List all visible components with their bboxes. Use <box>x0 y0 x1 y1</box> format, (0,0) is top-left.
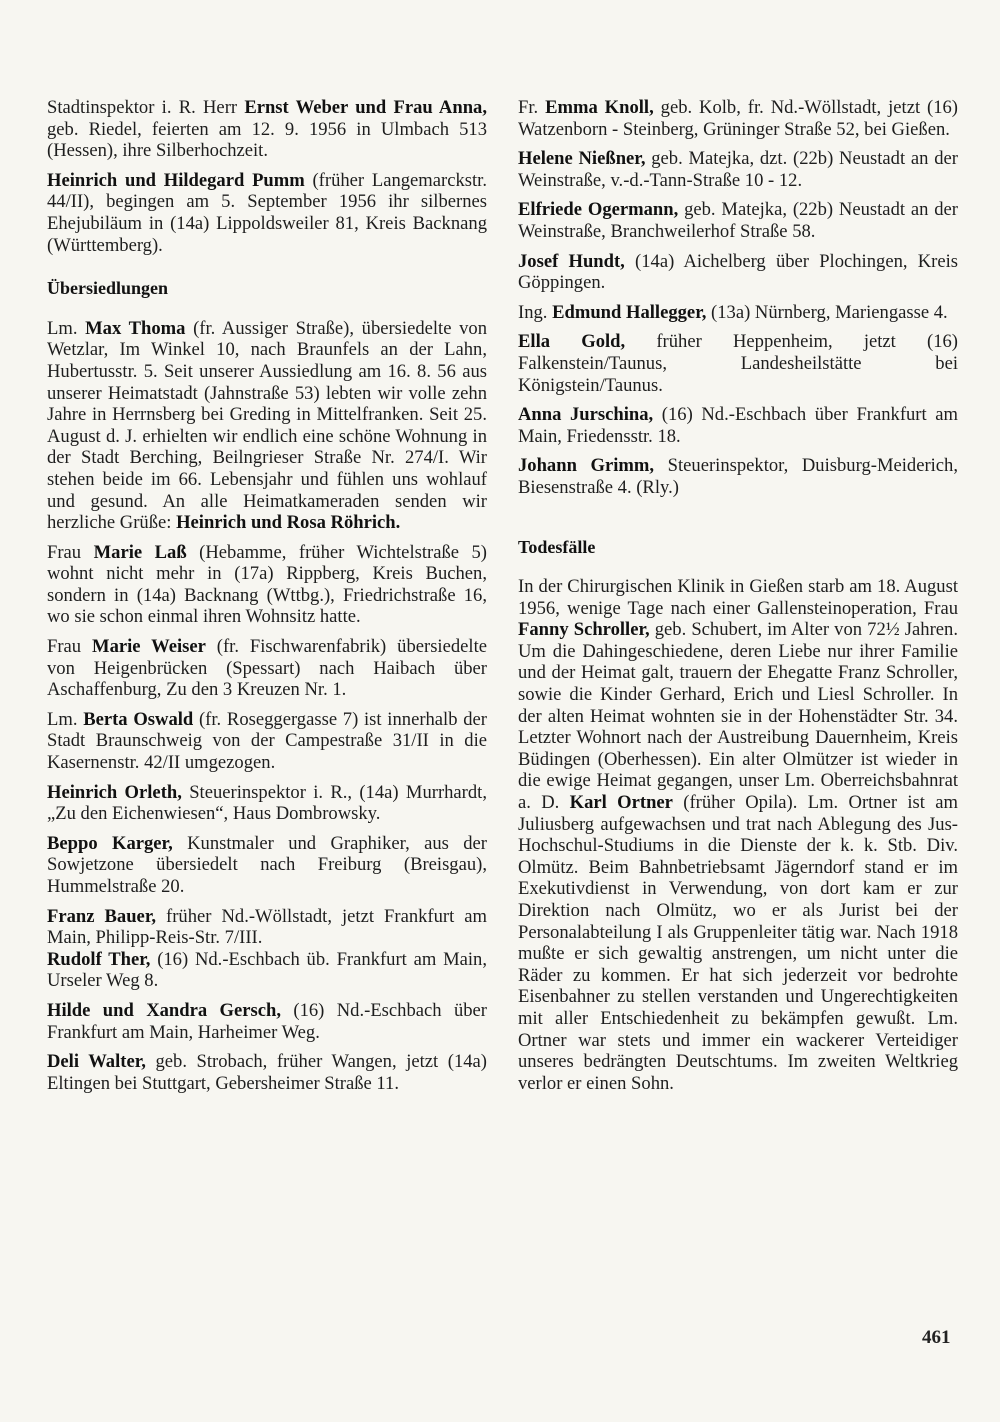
entry-text: geb. Kolb, fr. Nd.-Wöllstadt, jetzt (16) Watzenborn - Steinberg, Grüninger Straße 52, bei Gießen. <box>518 97 958 140</box>
notice-entry <box>47 782 487 825</box>
notice-entry <box>518 455 958 498</box>
notice-entry <box>518 302 958 324</box>
entry-text: früher Heppenheim, jetzt (16) Falkenstein/Taunus, Landesheilstätte bei Königstein/Taunus. <box>518 331 958 396</box>
person-name: Karl Ortner <box>569 792 673 814</box>
notice-entry <box>518 576 958 1094</box>
person-name: Josef Hundt, <box>518 250 625 272</box>
person-name: Heinrich Orleth, <box>47 781 182 803</box>
notice-entry <box>47 636 487 701</box>
entry-text: Kunstmaler und Graphiker, aus der Sowjetzone übersiedelt nach Freiburg (Breisgau), Hummelstraße 20. <box>47 832 487 897</box>
entry-text: Steuerinspektor, Duisburg-Meiderich, Biesenstraße 4. (Rly.) <box>518 455 958 498</box>
entry-text: geb. Strobach, früher Wangen, jetzt (14a) Eltingen bei Stuttgart, Gebersheimer Straße 11. <box>47 1051 487 1094</box>
right-column <box>518 97 958 1102</box>
notice-entry <box>518 199 958 242</box>
person-name: Marie Laß <box>93 541 187 563</box>
entry-text: geb. Riedel, feierten am 12. 9. 1956 in Ulmbach 513 (Hessen), ihre Silberhochzeit. <box>47 118 487 162</box>
person-name: Beppo Karger, <box>47 832 173 854</box>
entry-text: Lm. <box>47 708 84 730</box>
entry-text: (13a) Nürnberg, Mariengasse 4. <box>706 301 948 323</box>
person-name: Anna Jurschina, <box>518 404 654 426</box>
entry-text: Lm. <box>47 317 86 339</box>
section-heading: Übersiedlungen <box>47 278 169 299</box>
entry-text: (Hebamme, früher Wichtelstraße 5) wohnt nicht mehr in (17a) Rippberg, Kreis Buchen, sondern in (14a) Backnang (Wttbg.), Friedrichstraße 16, wo sie schon einmal ihren Wohnsitz hatte. <box>47 541 487 628</box>
person-name: Ernst Weber und Frau Anna, <box>244 97 487 118</box>
entry-text: (fr. Fischwarenfabrik) übersiedelte von Heigenbrücken (Spessart) nach Haibach über Aschaffenburg, Zu den 3 Kreuzen Nr. 1. <box>47 636 487 701</box>
person-name: Elfriede Ogermann, <box>518 199 679 221</box>
section-heading: Todesfälle <box>518 536 596 557</box>
entry-text: früher Nd.-Wöllstadt, jetzt Frankfurt am Main, Philipp-Reis-Str. 7/III. <box>47 905 487 949</box>
entry-text: (früher Langemarckstr. 44/II), begingen am 5. September 1956 ihr silbernes Ehejubiläum in (14a) Lippoldsweiler 81, Kreis Backnang (Württemberg). <box>47 169 487 256</box>
entry-text: geb. Schubert, im Alter von 72½ Jahren. Um die Dahingeschiedene, deren Liebe nur ihrer Familie und der Heimat galt, trauern der Ehegatte Franz Schroller, sowie die Kinder Gerhard, Erich und Liesl Schroller. In der alten Heimat wohnten sie in der Hohenstädter Str. 34. Letzter Wohnort nach der Austreibung Dauernheim, Kreis Büdingen (Oberhessen). Ein alter Olmützer ist wieder in die ewige Heimat gegangen, unser Lm. Oberreichsbahnrat a. D. <box>518 619 958 814</box>
notice-entry <box>518 331 958 396</box>
notice-entry <box>47 833 487 898</box>
entry-text: In der Chirurgischen Klinik in Gießen starb am 18. August 1956, wenige Tage nach einer Gallensteinoperation, Frau <box>518 576 958 619</box>
person-name: Ella Gold, <box>518 331 626 353</box>
notice-entry <box>47 170 487 256</box>
page-number: 461 <box>922 1327 951 1348</box>
person-name: Hilde und Xandra Gersch, <box>47 999 281 1021</box>
person-name: Heinrich und Rosa Röhrich. <box>176 512 401 534</box>
entry-text: Fr. <box>518 97 546 118</box>
notice-entry <box>47 542 487 628</box>
left-column <box>47 97 487 1102</box>
notice-entry <box>518 97 958 140</box>
notice-entry <box>47 1000 487 1043</box>
notice-entry <box>47 949 487 992</box>
person-name: Fanny Schroller, <box>518 619 650 641</box>
person-name: Deli Walter, <box>47 1051 146 1073</box>
notice-entry <box>47 318 487 534</box>
entry-text: Steuerinspektor i. R., (14a) Murrhardt, „Zu den Eichenwiesen“, Haus Dombrowsky. <box>47 781 487 825</box>
person-name: Berta Oswald <box>83 708 194 730</box>
entry-text: (fr. Aussiger Straße), übersiedelte von Wetzlar, Im Winkel 10, nach Braunfels an der Lahn, Hubertusstr. 5. Seit unserer Aussiedlung am 16. 8. 56 aus unserer Heimatstadt (Jahnstraße 53) lebten wir volle zehn Jahre in Herrnsberg bei Greding in Mittelfranken. Seit 25. August d. J. erhielten wir endlich eine schöne Wohnung in der Stadt Berching, Beilngrieser Straße Nr. 274/I. Wir stehen beide im 66. Lebensjahr und fühlen uns wohlauf und gesund. An alle Heimatkameraden senden wir herzliche Grüße: <box>47 317 488 534</box>
entry-text: (16) Nd.-Eschbach über Frankfurt am Main, Friedensstr. 18. <box>518 404 958 447</box>
entry-text: Stadtinspektor i. R. Herr <box>47 97 245 118</box>
entry-text: Frau <box>47 541 94 563</box>
entry-text: geb. Matejka, dzt. (22b) Neustadt an der Weinstraße, v.-d.-Tann-Straße 10 - 12. <box>518 148 958 191</box>
person-name: Heinrich und Hildegard Pumm <box>47 169 305 191</box>
entry-text: (fr. Roseggergasse 7) ist innerhalb der Stadt Braunschweig von der Campestraße 31/II in die Kasernenstr. 42/II umgezogen. <box>47 708 487 774</box>
entry-text: (früher Opila). Lm. Ortner ist am Juliusberg aufgewachsen und trat nach Ablegung des Jus-Hochschul-Studiums in die Dienste der k. k. Stb. Div. Olmütz. Beim Bahnbetriebsamt Jägerndorf stand er im Exekutivdienst in Verwendung, von dort kam er zur Direktion nach Olmütz, wo er als Jurist bei der Personalabteilung I als Gruppenleiter tätig war. Nach 1918 mußte er sich gewaltig anstrengen, um nicht unter die Räder zu kommen. Er hat sich jederzeit vor bedrohte Eisenbahner zu stellen verstanden und Ungerechtigkeiten mit aller Entschiedenheit zu bekämpfen gewußt. Lm. Ortner war stets und immer ein wackerer Verteidiger unseres bedrängten Deutschtums. Im zweiten Weltkrieg verlor er einen Sohn. <box>518 792 958 1094</box>
notice-entry <box>47 1051 487 1094</box>
notice-entry <box>47 709 487 774</box>
notice-entry <box>47 97 487 162</box>
notice-entry <box>518 404 958 447</box>
entry-text: Ing. <box>518 301 553 323</box>
person-name: Marie Weiser <box>92 636 206 658</box>
entry-text: Frau <box>47 636 93 658</box>
person-name: Max Thoma <box>85 317 186 339</box>
person-name: Franz Bauer, <box>47 905 157 927</box>
entry-text: (16) Nd.-Eschbach üb. Frankfurt am Main, Urseler Weg 8. <box>47 948 487 992</box>
person-name: Emma Knoll, <box>545 97 654 118</box>
entry-text: (16) Nd.-Eschbach über Frankfurt am Main, Harheimer Weg. <box>47 999 487 1043</box>
person-name: Rudolf Ther, <box>47 948 151 970</box>
entry-text: geb. Matejka, (22b) Neustadt an der Weinstraße, Branchweilerhof Straße 58. <box>518 199 958 242</box>
entry-text: (14a) Aichelberg über Plochingen, Kreis Göppingen. <box>518 250 959 294</box>
person-name: Helene Nießner, <box>518 148 646 170</box>
notice-entry <box>518 148 958 191</box>
notice-entry <box>518 251 958 294</box>
person-name: Edmund Hallegger, <box>552 301 707 323</box>
person-name: Johann Grimm, <box>518 455 655 477</box>
notice-entry <box>47 906 487 949</box>
